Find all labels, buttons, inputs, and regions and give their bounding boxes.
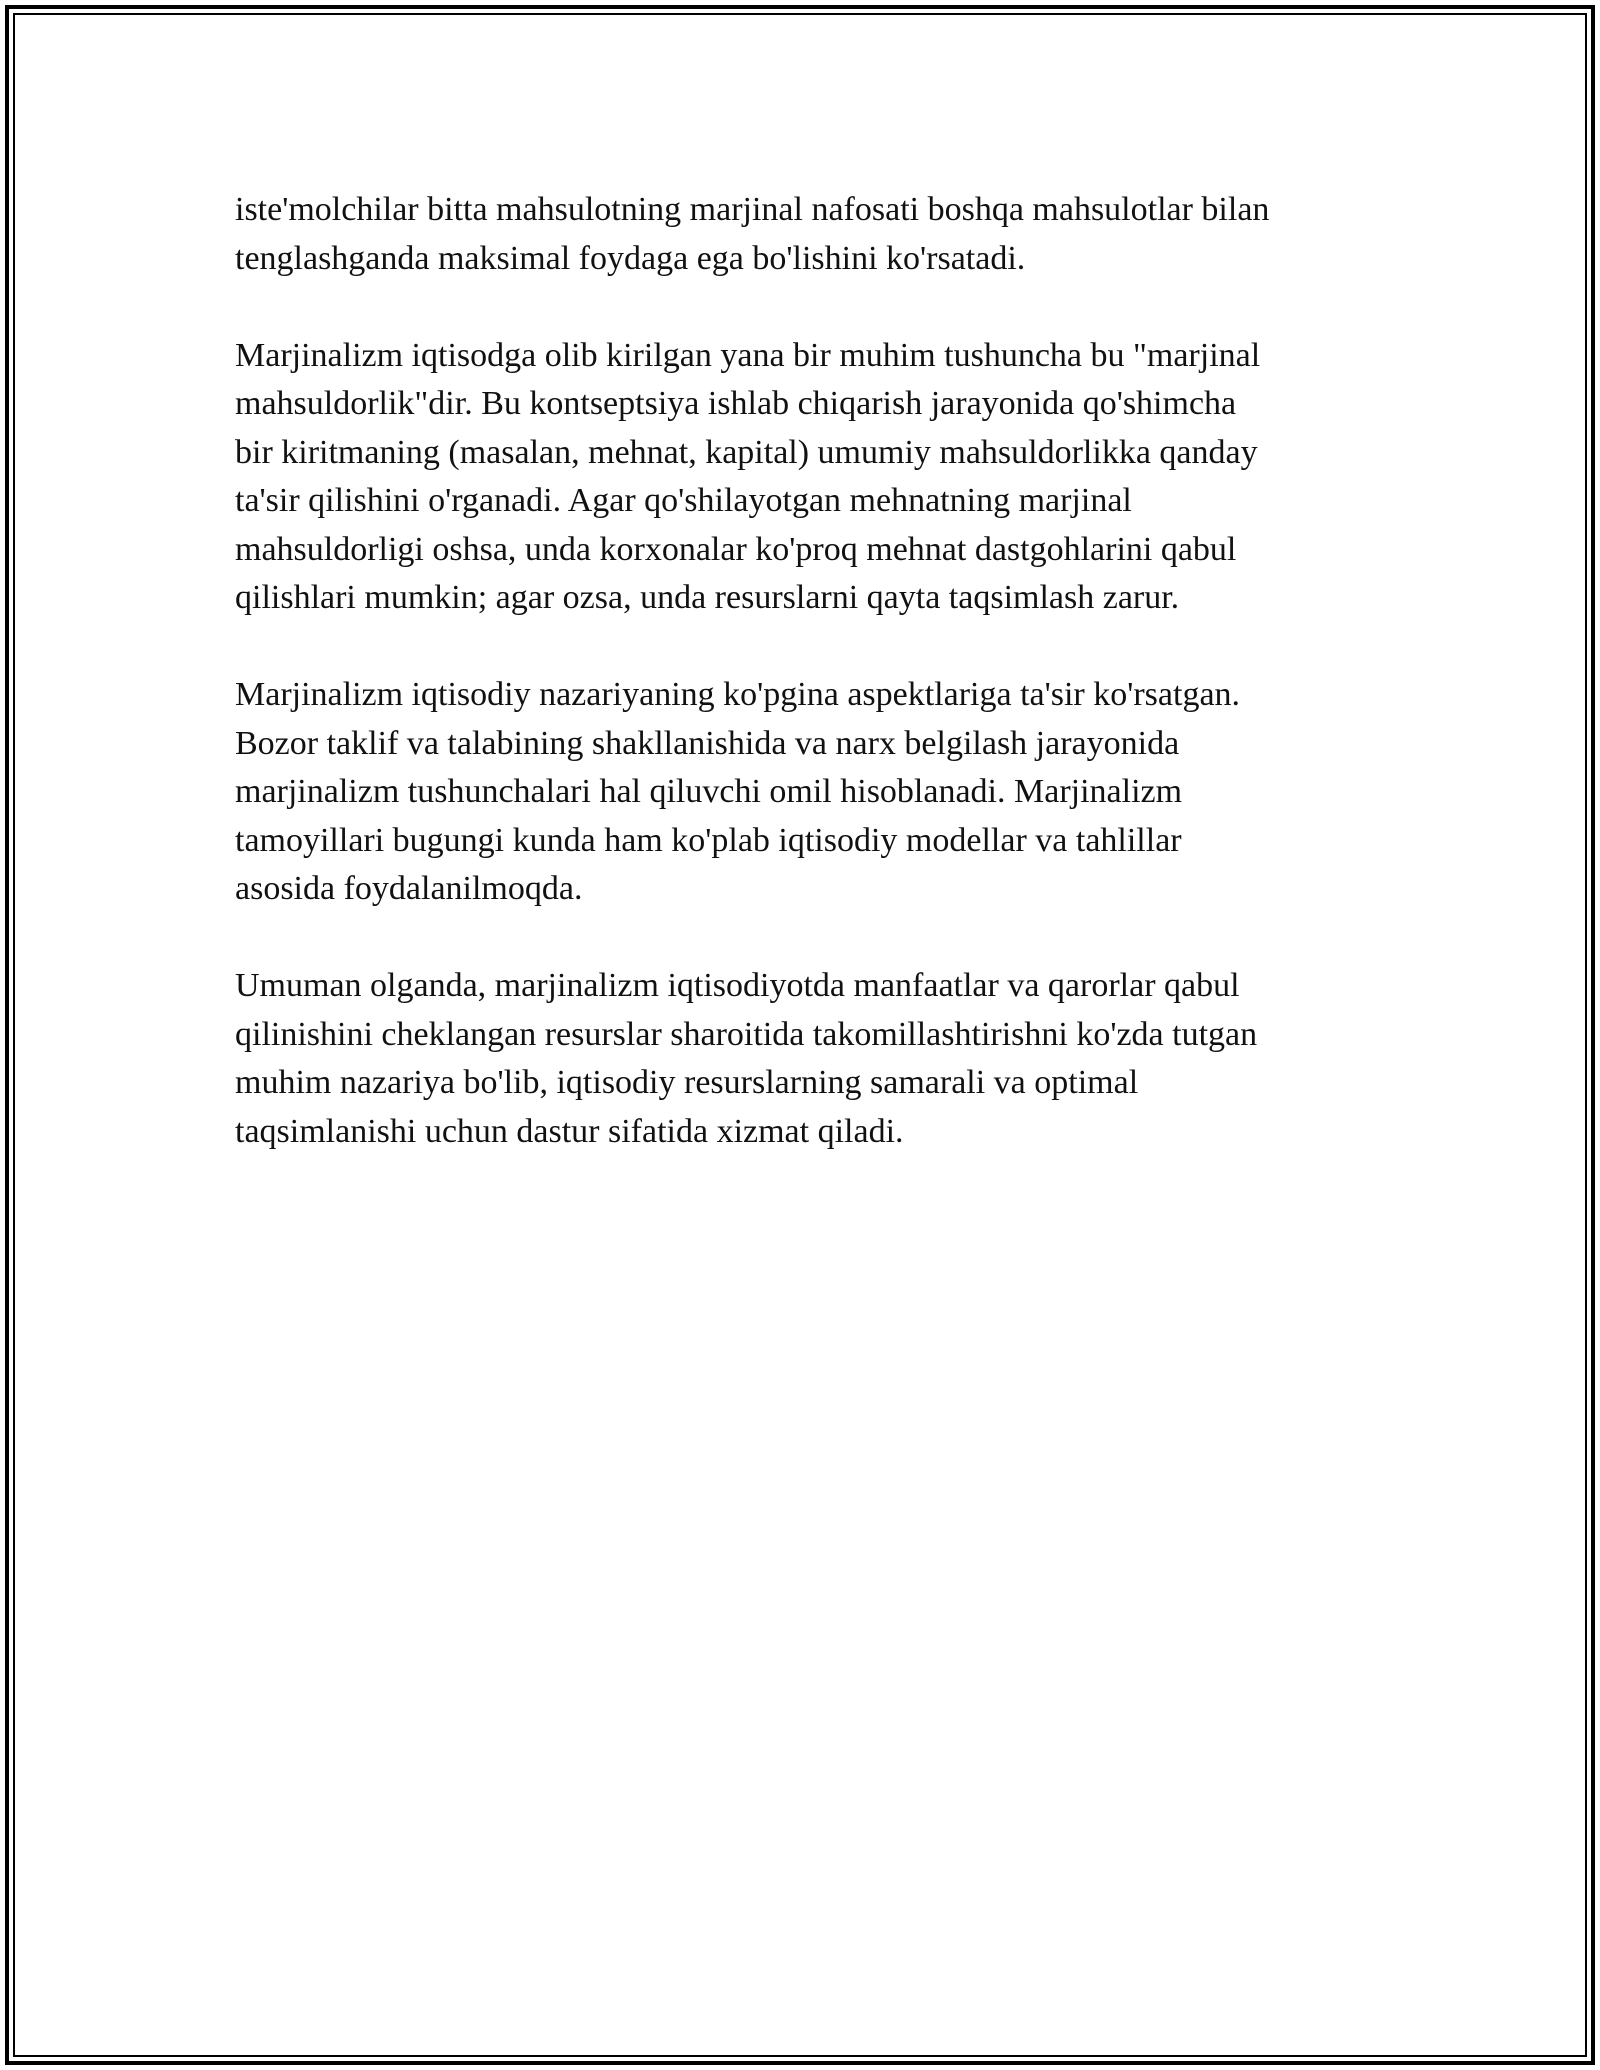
document-body bbox=[235, 186, 1365, 1205]
paragraph-conclusion: Umuman olganda, marjinalizm iqtisodiyotda manfaatlar va qarorlar qabul qilinishini cheklangan resurslar sharoitida takomillashtirishni ko'zda tutgan muhim nazariya bo'lib, iqtisodiy resurslarning samarali va optimal taqsimlanishi uchun dastur sifatida xizmat qiladi. bbox=[235, 967, 1258, 1150]
paragraph-consumer-utility: iste'molchilar bitta mahsulotning marjinal nafosati boshqa mahsulotlar bilan tenglashganda maksimal foydaga ega bo'lishini ko'rsatadi. bbox=[235, 191, 1270, 277]
paragraph-marginal-productivity: Marjinalizm iqtisodga olib kirilgan yana bir muhim tushuncha bu "marjinal mahsuldorlik"dir. Bu kontseptsiya ishlab chiqarish jarayonida qo'shimcha bir kiritmaning (masalan, mehnat, kapital) umumiy mahsuldorlikka qanday ta'sir qilishini o'rganadi. Agar qo'shilayotgan mehnatning marjinal mahsuldorligi oshsa, unda korxonalar ko'proq mehnat dastgohlarini qabul qilishlari mumkin; agar ozsa, unda resurslarni qayta taqsimlash zarur. bbox=[235, 336, 1261, 616]
paragraph-economic-theory-influence: Marjinalizm iqtisodiy nazariyaning ko'pgina aspektlariga ta'sir ko'rsatgan. Bozor taklif va talabining shakllanishida va narx belgilash jarayonida marjinalizm tushunchalari hal qiluvchi omil hisoblanadi. Marjinalizm tamoyillari bugungi kunda ham ko'plab iqtisodiy modellar va tahlillar asosida foydalanilmoqda. bbox=[235, 676, 1241, 907]
